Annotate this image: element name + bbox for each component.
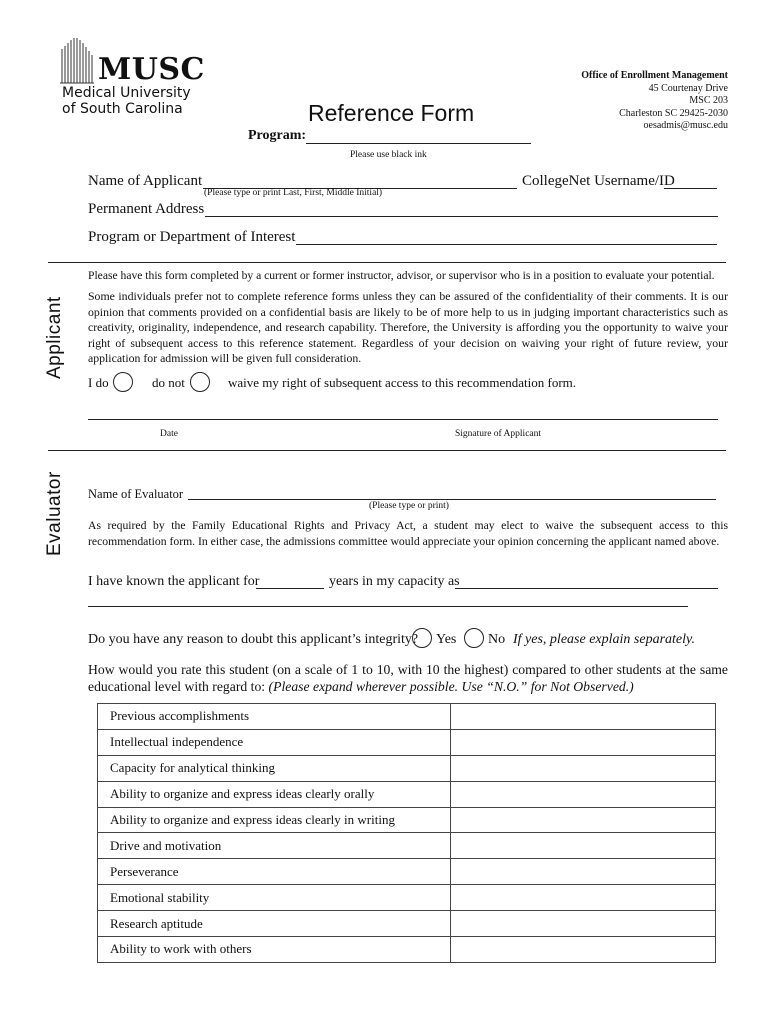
office-box: MSC 203 [689,95,728,106]
table-row [98,911,716,937]
office-city: Charleston SC 29425-2030 [619,107,728,119]
rating-value-cell[interactable] [451,704,716,730]
applicant-name-label: Name of Applicant [88,173,203,189]
capacity-input[interactable] [455,588,718,589]
known-prefix: I have known the applicant for [88,574,260,589]
table-row [98,729,716,755]
integrity-question: Do you have any reason to doubt this applicant’s integrity? [88,632,419,647]
table-row [98,755,716,781]
capacity-input-continued[interactable] [88,606,688,607]
evaluator-side-label: Evaluator [44,471,65,556]
integrity-yes-radio[interactable] [412,628,432,648]
applicant-name-hint: (Please type or print Last, First, Middle Initial) [204,188,383,198]
rating-criterion: Ability to organize and express ideas clearly in writing [98,807,451,833]
rating-criterion: Previous accomplishments [98,704,451,730]
logo-wordmark: MUSC [98,52,205,87]
rating-criterion: Ability to organize and express ideas clearly orally [98,781,451,807]
confidentiality-paragraph: Some individuals prefer not to complete reference forms unless they can be assured of the confidentiality of their comments. It is our opinion that comments provided on a confidential basis are likely to be of more help to us in judging important characteristics such as creativity, originality, independence, and research capability. Therefore, the University is affording you the opportunity to waive your right of subsequent access to this reference statement. Regardless of your decision on waiving your right of future review, your application for admission will be given full consideration. [88,289,728,366]
program-input[interactable] [306,129,531,144]
program-interest-input[interactable] [296,244,717,245]
rate-question: How would you rate this student (on a scale of 1 to 10, with 10 the highest) compared to other students at the same educational level with regard to: [88,662,728,694]
waive-text: waive my right of subsequent access to this recommendation form. [228,375,577,390]
program-interest-label: Program or Department of Interest [88,229,296,245]
evaluator-section-divider [48,450,726,451]
evaluator-name-hint: (Please type or print) [369,501,449,511]
rating-criterion: Drive and motivation [98,833,451,859]
logo-line-2: of South Carolina [62,101,183,117]
rating-value-cell[interactable] [451,807,716,833]
rating-value-cell[interactable] [451,859,716,885]
logo-university-name [62,85,191,117]
logo-line-1: Medical University [62,85,191,101]
program-label: Program: [248,128,307,143]
date-label: Date [160,429,178,439]
rating-criterion: Ability to work with others [98,937,451,963]
if-yes-note: If yes, please explain separately. [513,632,695,647]
applicant-side-label: Applicant [44,296,65,379]
musc-building-logo-icon [58,35,96,85]
permanent-address-input[interactable] [205,216,718,217]
rating-criterion: Capacity for analytical thinking [98,755,451,781]
table-row [98,833,716,859]
do-not-radio[interactable] [190,372,210,392]
integrity-no-radio[interactable] [464,628,484,648]
office-name: Office of Enrollment Management [581,70,728,81]
rating-criterion: Intellectual independence [98,729,451,755]
rating-criterion: Perseverance [98,859,451,885]
rating-value-cell[interactable] [451,937,716,963]
integrity-no-label: No [488,632,506,647]
collegenet-username-input[interactable] [664,188,717,189]
program-field [248,128,531,144]
rating-value-cell[interactable] [451,781,716,807]
office-street: 45 Courtenay Drive [648,82,728,94]
rating-table [97,703,716,963]
table-row [98,885,716,911]
rating-value-cell[interactable] [451,729,716,755]
evaluator-name-label: Name of Evaluator [88,487,184,501]
rating-value-cell[interactable] [451,755,716,781]
known-middle: years in my capacity as [329,574,460,589]
collegenet-username-label: CollegeNet Username/ID [522,173,675,189]
rating-instructions [88,661,728,695]
rating-value-cell[interactable] [451,911,716,937]
rating-criterion: Research aptitude [98,911,451,937]
permanent-address-label: Permanent Address [88,201,205,217]
ink-note: Please use black ink [350,150,427,160]
applicant-section-divider [48,262,726,263]
table-row [98,704,716,730]
page-title: Reference Form [308,100,475,126]
ferpa-paragraph: As required by the Family Educational Rights and Privacy Act, a student may elect to waive the subsequent access to this recommendation form. In either case, the admissions committee would appreciate your opinion concerning the applicant named above. [88,519,728,548]
do-not-label: do not [152,375,185,390]
office-address [581,70,728,133]
date-signature-line[interactable] [88,419,718,420]
years-known-input[interactable] [256,588,324,589]
rating-value-cell[interactable] [451,833,716,859]
table-row [98,781,716,807]
rating-value-cell[interactable] [451,885,716,911]
integrity-yes-label: Yes [436,632,457,647]
i-do-radio[interactable] [113,372,133,392]
rating-criterion: Emotional stability [98,885,451,911]
applicant-intro: Please have this form completed by a current or former instructor, advisor, or supervisor who is in a position to evaluate your potential. [88,269,715,282]
table-row [98,859,716,885]
office-email: oesadmis@musc.edu [643,120,728,131]
signature-label: Signature of Applicant [455,429,542,439]
table-row [98,937,716,963]
evaluator-name-input[interactable] [188,499,716,500]
i-do-label: I do [88,375,109,390]
table-row [98,807,716,833]
rate-note: (Please expand wherever possible. Use “N.O.” for Not Observed.) [268,679,634,694]
